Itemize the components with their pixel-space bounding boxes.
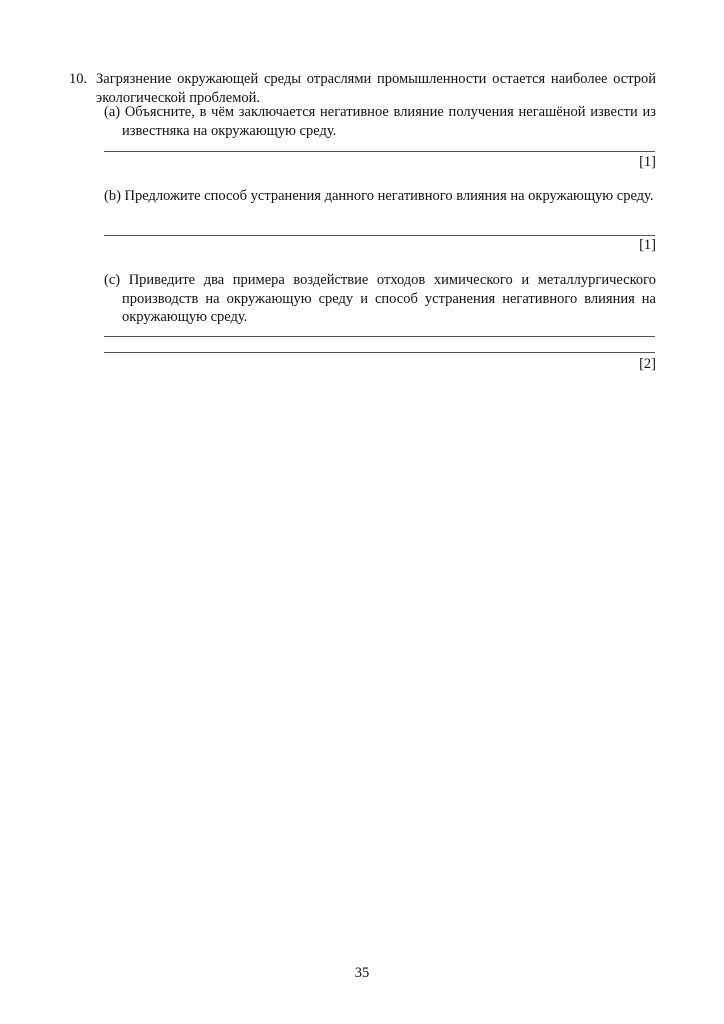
answer-line-b-1[interactable] [104, 235, 655, 236]
sub-question-a-text: (a) Объясните, в чём заключается негативное влияние получения негашёной извести из известняка на окружающую среду. [104, 104, 656, 139]
page-number: 35 [354, 965, 370, 981]
sub-question-b [104, 187, 656, 206]
sub-question-c-text: (c) Приведите два примера воздействие отходов химического и металлургического производств на окружающую среду и способ устранения негативного влияния на окружающую среду. [104, 272, 656, 325]
sub-question-c [104, 271, 656, 327]
question-number: 10. [69, 71, 88, 87]
question-stem: Загрязнение окружающей среды отраслями промышленности остается наиболее острой экологической проблемой. [96, 71, 656, 106]
marks-c: [2] [639, 356, 656, 372]
marks-b: [1] [639, 237, 656, 253]
answer-line-c-2[interactable] [104, 352, 655, 353]
answer-line-a-1[interactable] [104, 151, 655, 152]
marks-a: [1] [639, 154, 656, 170]
sub-question-b-text: (b) Предложите способ устранения данного негативного влияния на окружающую среду. [104, 188, 654, 204]
sub-question-a [104, 103, 656, 140]
answer-line-c-1[interactable] [104, 336, 655, 337]
